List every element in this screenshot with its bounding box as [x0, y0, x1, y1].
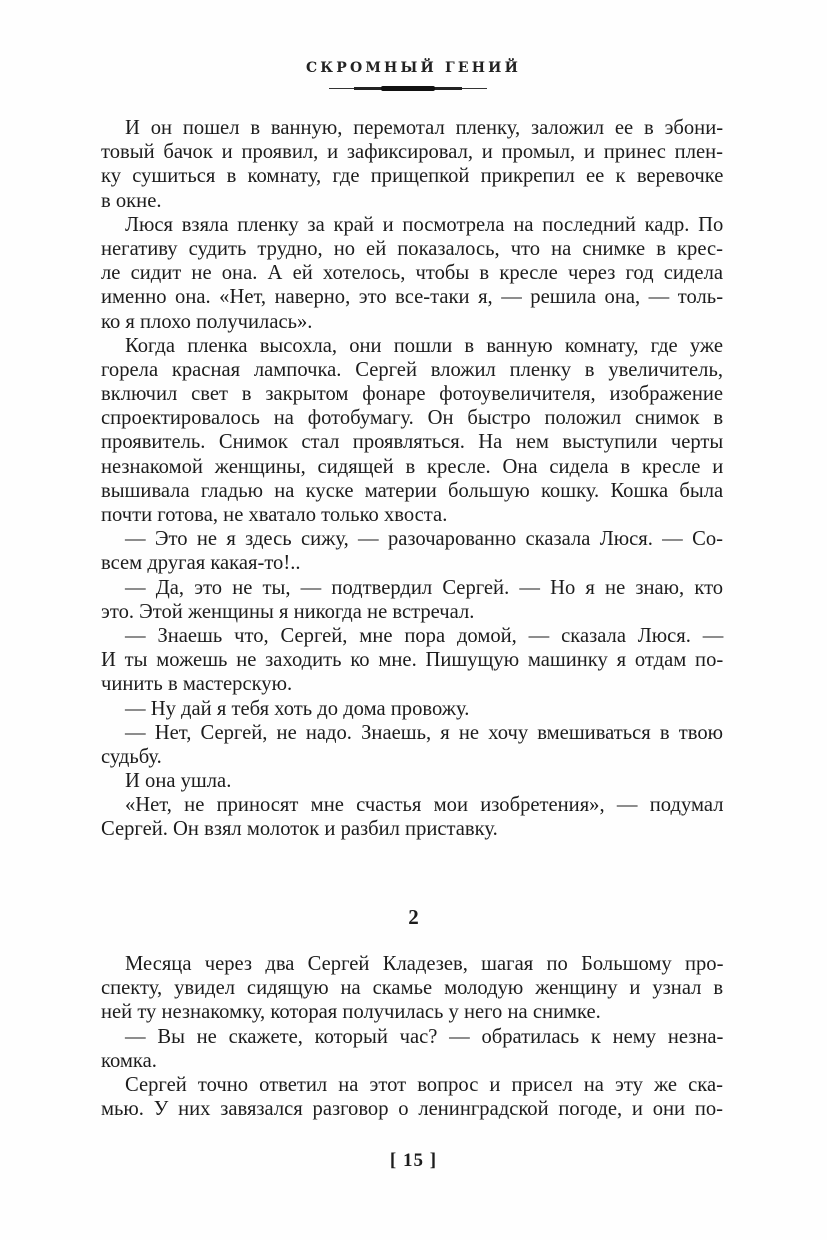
text-line: И ты можешь не заходить ко мне. Пишущую машинку я отдам по- — [101, 649, 724, 672]
page-number: [ 15 ] — [389, 1150, 438, 1171]
ornamental-rule — [329, 86, 487, 91]
text-line: вышивала гладью на куске материи большую кошку. Кошка была — [101, 479, 724, 502]
section-two-text — [101, 952, 723, 1121]
text-line: — Да, это не ты, — подтвердил Сергей. — Но я не знаю, кто — [125, 576, 724, 599]
text-line: Когда пленка высохла, они пошли в ванную комнату, где уже — [125, 334, 723, 357]
running-head: СКРОМНЫЙ ГЕНИЙ — [305, 60, 522, 76]
text-line: Сергей. Он взял молоток и разбил приставку. — [101, 818, 498, 841]
text-line: комка. — [101, 1049, 157, 1072]
text-line: ко я плохо получилась». — [101, 310, 313, 333]
text-line: горела красная лампочка. Сергей вложил пленку в увеличитель, — [101, 358, 723, 381]
text-line: ле сидит не она. А ей хотелось, чтобы в кресле через год сидела — [101, 262, 723, 285]
text-line: — Это не я здесь сижу, — разочарованно сказала Люся. — Со- — [125, 528, 723, 551]
chapter-number: 2 — [408, 905, 419, 929]
text-line: в окне. — [101, 189, 162, 212]
text-line: ку сушиться в комнату, где прищепкой прикрепил ее к веревочке — [101, 165, 724, 188]
rule-core — [381, 86, 435, 91]
text-line: спроектировалось на фотобумагу. Он быстро положил снимок в — [101, 407, 724, 430]
text-line: И он пошел в ванную, перемотал пленку, заложил ее в эбони- — [125, 117, 724, 139]
text-line: «Нет, не приносят мне счастья мои изобретения», — подумал — [125, 794, 724, 817]
text-line: товый бачок и проявил, и зафиксировал, и промыл, и принес плен- — [101, 141, 723, 164]
text-line: — Ну дай я тебя хоть до дома провожу. — [125, 697, 470, 720]
text-line: — Нет, Сергей, не надо. Знаешь, я не хочу вмешиваться в твою — [125, 721, 724, 744]
text-line: включил свет в закрытом фонаре фотоувеличителя, изображение — [101, 383, 723, 406]
text-line: именно она. «Нет, наверно, это все-таки я, — решила она, — толь- — [101, 286, 724, 309]
text-line: — Вы не скажете, который час? — обратилась к нему незна- — [125, 1025, 724, 1048]
text-line: ней ту незнакомку, которая получилась у него на снимке. — [101, 1001, 601, 1024]
text-line: проявитель. Снимок стал проявляться. На нем выступили черты — [101, 431, 724, 454]
text-line: Сергей точно ответил на этот вопрос и присел на эту же ска- — [125, 1073, 723, 1096]
text-line: всем другая какая-то!.. — [101, 552, 301, 575]
text-line: спекту, увидел сидящую на скамье молодую женщину и узнал в — [101, 977, 724, 1000]
text-line: Месяца через два Сергей Кладезев, шагая по Большому про- — [125, 953, 724, 975]
text-line: незнакомой женщины, сидящей в кресле. Она сидела в кресле и — [101, 455, 724, 478]
section-one-text — [101, 116, 723, 842]
text-line: чинить в мастерскую. — [101, 673, 293, 696]
text-line: И она ушла. — [125, 770, 232, 793]
text-line: — Знаешь что, Сергей, мне пора домой, — сказала Люся. — — [125, 624, 724, 647]
text-line: негативу судить трудно, но ей показалось, что на снимке в крес- — [101, 237, 723, 260]
text-line: Люся взяла пленку за край и посмотрела на последний кадр. По — [125, 213, 724, 236]
text-line: это. Этой женщины я никогда не встречал. — [101, 600, 475, 623]
text-line: судьбу. — [101, 745, 162, 768]
text-line: почти готова, не хватало только хвоста. — [101, 504, 448, 526]
text-line: мью. У них завязался разговор о ленинградской погоде, и они по- — [101, 1098, 723, 1121]
